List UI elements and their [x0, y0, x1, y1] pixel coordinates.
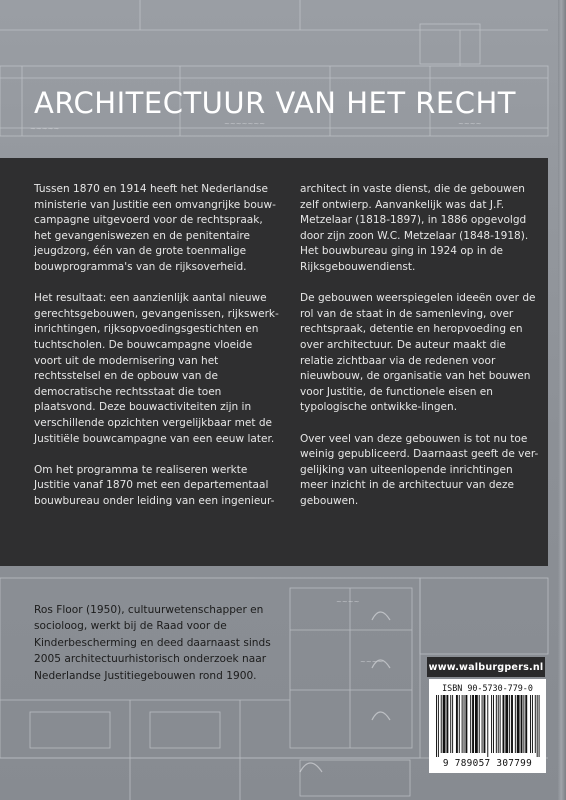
svg-text:~~~~: ~~~~	[360, 658, 384, 666]
summary-paragraph: Tussen 1870 en 1914 heeft het Nederlandse ministerie van Justitie een omvangrijke bouw-campagne uitgevoerd voor de rechtspraak, het gevangeniswezen en de penitentaire jeugdzorg, één van de grote toenmalige bouwprogramma's van de rijksoverheid.	[34, 183, 276, 273]
barcode-icon	[435, 695, 540, 757]
summary-paragraph: Over veel van deze gebouwen is tot nu toe weinig gepubliceerd. Daarnaast geeft de ver-gelijking van uiteenlopende inrichtingen meer inzicht in de architectuur van deze gebouwen.	[300, 432, 539, 507]
ean-number: 9 789057 307799	[442, 758, 533, 769]
publisher-website: www.walburgpers.nl	[427, 657, 545, 677]
isbn-number: ISBN 90-5730-779-0	[442, 683, 533, 693]
summary-paragraph: architect in vaste dienst, die de gebouwen zelf ontwierp. Aanvankelijk was dat J.F. Metzelaar (1818-1897), in 1886 opgevolgd door zijn zoon W.C. Metzelaar (1848-1918). Het bouwbureau ging in 1924 op in de Rijksgebouwendienst.	[300, 183, 529, 273]
spine-edge	[558, 0, 566, 800]
summary-paragraph: Om het programma te realiseren werkte Justitie vanaf 1870 met een departementaal bouwbureau onder leiding van een ingenieur-	[34, 463, 275, 507]
summary-column-right	[300, 182, 540, 509]
book-title: ARCHITECTUUR VAN HET RECHT	[34, 86, 517, 120]
summary-panel	[0, 158, 548, 566]
summary-paragraph: De gebouwen weerspiegelen ideeën over de rol van de staat in de samenleving, over rechtspraak, detentie en heropvoeding en over architectuur. De auteur maakt die relatie zichtbaar via de redenen voor nieuwbouw, de organisatie van het bouwen voor Justitie, de functionele eisen en typologische ontwikke-lingen.	[300, 292, 536, 414]
summary-column-left	[34, 182, 280, 509]
summary-paragraph: Het resultaat: een aanzienlijk aantal nieuwe gerechtsgebouwen, gevangenissen, rijkswerk-inrichtingen, rijksopvoedingsgestichten en tuchtscholen. De bouwcampagne vloeide voort uit de modernisering van het rechtsstelsel en de opbouw van de democratische rechtsstaat die toen plaatsvond. Deze bouwactiviteiten zijn in verschillende opzichten vergelijkbaar met de Justitiële bouwcampagne van een eeuw later.	[34, 292, 279, 445]
svg-text:~~~~~: ~~~~~	[30, 125, 60, 133]
barcode-label	[429, 679, 546, 773]
svg-text:~~~~~~~: ~~~~~~~	[224, 120, 266, 128]
svg-text:~~~~: ~~~~	[458, 120, 482, 128]
svg-text:~~~~: ~~~~	[336, 598, 360, 606]
author-bio: Ros Floor (1950), cultuurwetenschapper en socioloog, werkt bij de Raad voor de Kinderbescherming en deed daarnaast sinds 2005 architectuurhistorisch onderzoek naar Nederlandse Justitiegebouwen rond 1900.	[34, 604, 271, 682]
